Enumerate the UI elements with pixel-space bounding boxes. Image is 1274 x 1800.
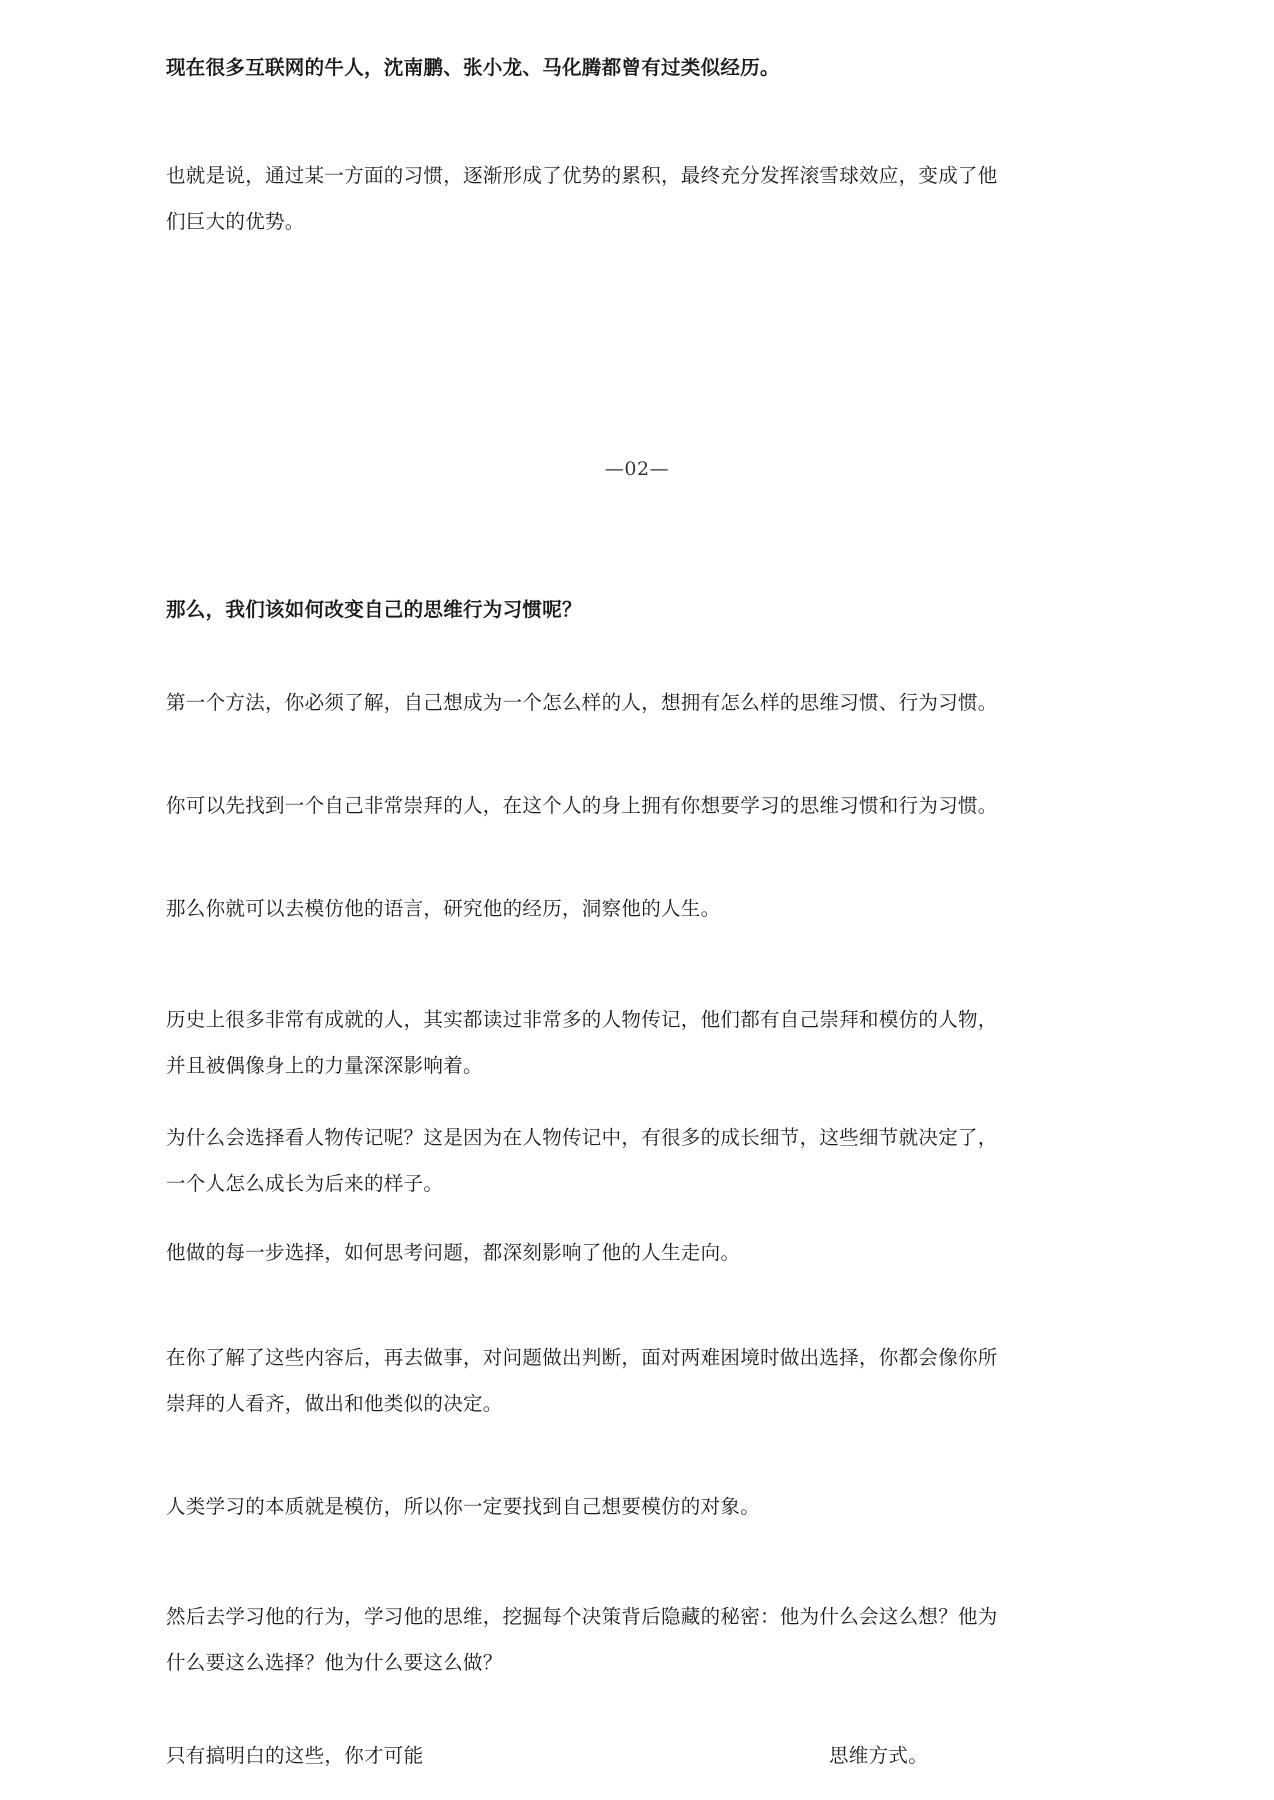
text-line: 他做的每一步选择，如何思考问题，都深刻影响了他的人生走向。: [166, 1241, 741, 1264]
text-fragment-left: 只有搞明白的这些，你才可能: [166, 1744, 424, 1767]
text-line: 那么你就可以去模仿他的语言，研究他的经历，洞察他的人生。: [166, 897, 721, 920]
paragraph-imitate: [166, 886, 1106, 932]
paragraph-method-one: [166, 680, 1106, 726]
text-line: 然后去学习他的行为，学习他的思维，挖掘每个决策背后隐藏的秘密：他为什么会这么想？他为: [166, 1605, 998, 1628]
text-fragment-right: 思维方式。: [829, 1744, 929, 1767]
text-line: 也就是说，通过某一方面的习惯，逐渐形成了优势的累积，最终充分发挥滚雪球效应，变成了他: [166, 164, 998, 187]
text-line: 为什么会选择看人物传记呢？这是因为在人物传记中，有很多的成长细节，这些细节就决定了，: [166, 1126, 998, 1149]
paragraph-each-choice: [166, 1230, 1106, 1276]
text-line: 历史上很多非常有成就的人，其实都读过非常多的人物传记，他们都有自己崇拜和模仿的人物，: [166, 1008, 998, 1031]
section-divider: —02—: [604, 458, 670, 480]
paragraph-snowball: [166, 153, 1106, 245]
text-line: 一个人怎么成长为后来的样子。: [166, 1172, 444, 1195]
text-line: 崇拜的人看齐，做出和他类似的决定。: [166, 1392, 503, 1415]
text-line: 那么，我们该如何改变自己的思维行为习惯呢？: [166, 598, 582, 621]
paragraph-find-idol: [166, 783, 1106, 829]
paragraph-bold-intro: [166, 45, 1106, 91]
text-line: 并且被偶像身上的力量深深影响着。: [166, 1054, 483, 1077]
text-line: 人类学习的本质就是模仿，所以你一定要找到自己想要模仿的对象。: [166, 1495, 761, 1518]
text-line: 你可以先找到一个自己非常崇拜的人，在这个人的身上拥有你想要学习的思维习惯和行为习惯。: [166, 794, 998, 817]
text-line: 们巨大的优势。: [166, 210, 305, 233]
paragraph-biography: [166, 1115, 1106, 1207]
paragraph-learn-behavior: [166, 1594, 1106, 1686]
paragraph-history: [166, 997, 1106, 1089]
paragraph-essence: [166, 1484, 1106, 1530]
text-line: 在你了解了这些内容后，再去做事，对问题做出判断，面对两难困境时做出选择，你都会像你所: [166, 1346, 998, 1369]
text-line: 现在很多互联网的牛人，沈南鹏、张小龙、马化腾都曾有过类似经历。: [166, 56, 780, 79]
paragraph-bold-question: [166, 587, 1106, 633]
paragraph-after-understanding: [166, 1335, 1106, 1427]
text-line: 什么要这么选择？他为什么要这么做？: [166, 1651, 503, 1674]
text-line: 第一个方法，你必须了解，自己想成为一个怎么样的人，想拥有怎么样的思维习惯、行为习惯。: [166, 691, 998, 714]
